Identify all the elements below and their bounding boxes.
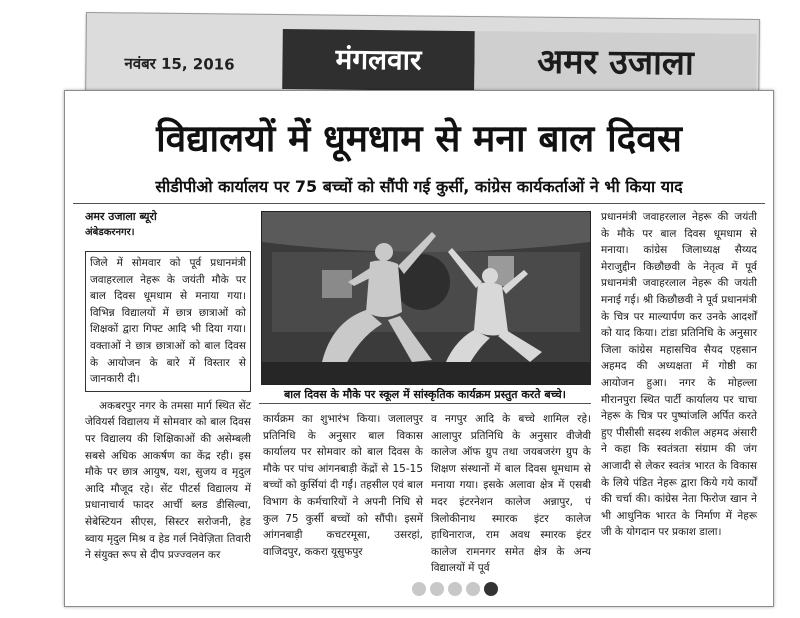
carousel-dot[interactable] — [448, 582, 462, 596]
masthead-paper-name: अमर उजाला — [474, 31, 757, 94]
article-column-4 — [601, 209, 757, 541]
article-subheadline: सीडीपीओ कार्यालय पर 75 बच्चों को सौंपी गई कुर्सी, कांग्रेस कार्यकर्ताओं ने भी किया याद — [155, 177, 683, 196]
carousel-dot[interactable] — [412, 582, 426, 596]
article-column-2 — [263, 411, 423, 560]
article-headline: विद्यालयों में धूमधाम से मना बाल दिवस — [156, 116, 682, 160]
article-lead-paragraph: जिले में सोमवार को पूर्व प्रधानमंत्री जवाहरलाल नेहरू के जयंती मौके पर बाल दिवस धूमधाम से मनाया गया। विभिन्न विद्यालयों में छात्र छात्राओं को शिक्षकों द्वारा गिफ्ट आदि भी दिया गया। वक्ताओं ने छात्र छात्राओं को बाल दिवस के आयोजन के बारे में विस्तार से जानकारी दी। — [85, 251, 251, 392]
masthead-day: मंगलवार — [282, 29, 475, 91]
article-dateline: अंबेडकरनगर। — [85, 227, 135, 238]
masthead-date: नवंबर 15, 2016 — [124, 54, 235, 74]
carousel-dot[interactable] — [430, 582, 444, 596]
article-column-1 — [85, 209, 251, 564]
divider — [259, 403, 591, 404]
article-column-3 — [431, 411, 591, 577]
photo-caption: बाल दिवस के मौके पर स्कूल में सांस्कृतिक कार्यक्रम प्रस्तुत करते बच्चे। — [284, 388, 566, 401]
article-paragraph: व नगपुर आदि के बच्चे शामिल रहे। आलापुर प्रतिनिधि के अनुसार वीजेवी कालेज ऑफ ग्रुप तथा जयबजरंग ग्रुप के शिक्षण संस्थानों में बाल दिवस धूमधाम से मनाया गया। इसके अलावा क्षेत्र में एसबी मदर इंटरनेशन कालेज अन्नापुर, पं त्रिलोकीनाथ स्मारक इंटर कालेज हाथिनाराज, राम अवध स्मारक इंटर कालेज रामनगर समेत क्षेत्र के अन्य विद्यालयों में पूर्व — [431, 413, 591, 575]
dancers-image — [262, 212, 590, 384]
carousel-dots — [412, 582, 502, 598]
carousel-dot-active[interactable] — [484, 582, 498, 596]
article-paragraph: अकबरपुर नगर के तमसा मार्ग स्थित सेंट जेवियर्स विद्यालय में सोमवार को बाल दिवस पर विद्यालय की शिक्षिकाओं की असेम्बली सबसे अधिक आकर्षण का केंद्र रही। इस मौके पर छात्र आयुष, यश, सुजय व मृदुल आदि मौजूद रहे। सेंट पीटर्स विद्यालय में प्रधानाचार्य फादर आर्ची ब्लड डीसिल्वा, सेबेस्टियन सीएस, सिस्टर सरोजनी, हेड ब्वाय मृदुल मिश्र व हेड गर्ल निवेज़िता तिवारी ने संयुक्त रूप से दीप प्रज्ज्वलन कर — [85, 399, 251, 562]
newspaper-masthead — [85, 12, 760, 101]
article-photo — [261, 211, 591, 385]
article-paragraph: प्रधानमंत्री जवाहरलाल नेहरू की जयंती के मौके पर बाल दिवस धूमधाम से मनाया। कांग्रेस जिलाध्यक्ष सैय्यद मेराजुद्दीन किछौछवी के नेतृत्व में पूर्व प्रधानमंत्री जवाहरलाल नेहरू की जयंती मनाई गई। श्री किछौछवी ने पूर्व प्रधानमंत्री के चित्र पर माल्यार्पण कर उनके आदर्शों को याद किया। टांडा प्रतिनिधि के अनुसार जिला कांग्रेस महासचिव सैयद एहसान अहमद की अध्यक्षता में गोष्ठी का आयोजन हुआ। नगर के मोहल्ला मीरानपुरा स्थित पार्टी कार्यालय पर चाचा नेहरू के चित्र पर पुष्पांजलि अर्पित करते हुए पीसीसी सदस्य शकील अहमद अंसारी ने कहा कि स्वतंत्रता संग्राम की जंग आजादी से लेकर स्वतंत्र भारत के विकास के लिये पंडित नेहरू द्वारा किये गये कार्यों की चर्चा की। कांग्रेस नेता फिरोज खान ने भी आधुनिक भारत के निर्माण में नेहरू जी के योगदान पर प्रकाश डाला। — [601, 211, 757, 539]
news-clipping — [64, 90, 774, 607]
article-byline: अमर उजाला ब्यूरो — [85, 210, 157, 223]
divider — [73, 203, 765, 204]
article-paragraph: कार्यक्रम का शुभारंभ किया। जलालपुर प्रतिनिधि के अनुसार बाल विकास कार्यालय पर सोमवार को बाल दिवस के मौके पर पांच आंगनबाड़ी केंद्रों से 15-15 बच्चों को कुर्सियां दी गईं। तहसील एवं बाल विभाग के कर्मचारियों ने अपनी निधि से कुल 75 कुर्सी बच्चों को सौंपी। इसमें आंगनबाड़ी कचटरमूसा, उसरहां, वाजिदपुर, ककरा यूसुफपुर — [263, 413, 423, 558]
carousel-dot[interactable] — [466, 582, 480, 596]
